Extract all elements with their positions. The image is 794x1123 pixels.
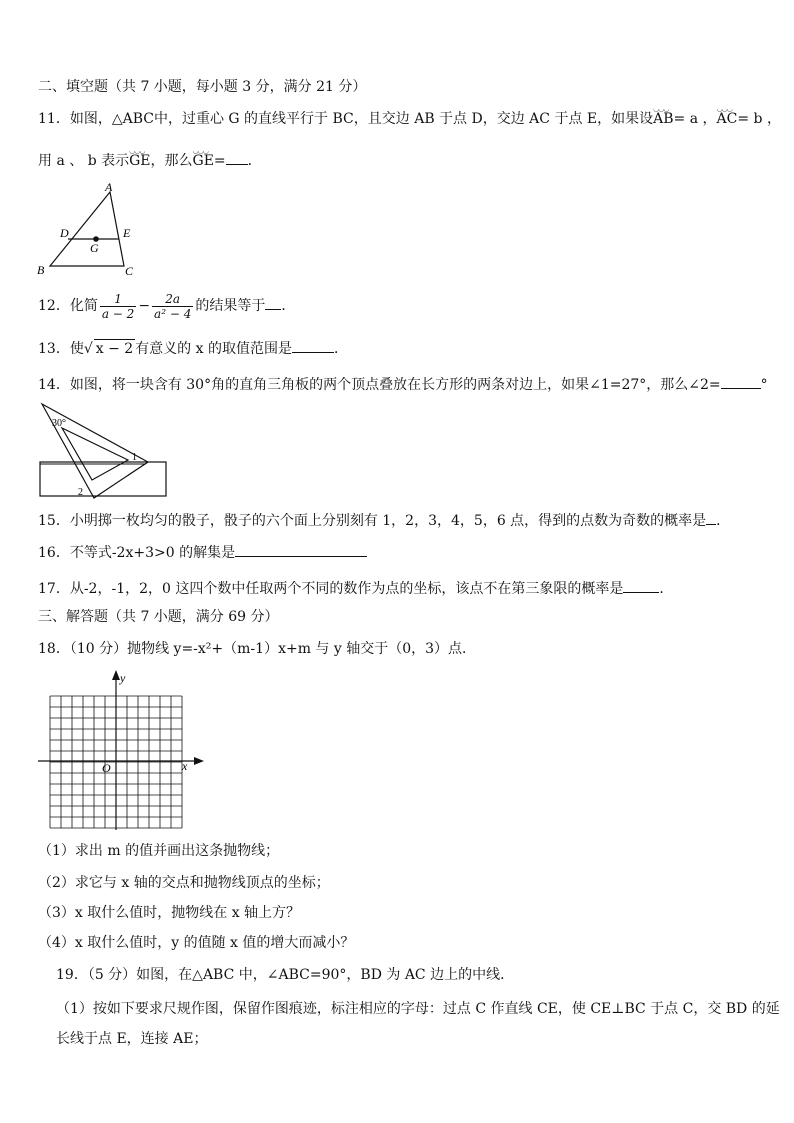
set-square-figure-14 [36, 400, 170, 500]
question-11-number: 11． [38, 111, 70, 127]
question-12: 12．化简 $\frac{1}{a - 2}$ − $\frac{2a}{\text{a² − 4}}$ 的结果等于 ． [38, 291, 296, 321]
question-18-number: 18． [38, 641, 70, 657]
question-17-text: 从-2，-1，2，0 这四个数中任取两个不同的数作为点的坐标，该点不在第三象限的概率是 [69, 581, 624, 597]
sqrt-icon: √ [83, 341, 93, 357]
answer-blank-13 [292, 338, 334, 353]
triangle-figure-11 [34, 182, 144, 278]
section-3-header: 三、解答题（共 7 小题，满分 69 分） [38, 609, 279, 625]
question-11-line-2-c: = [213, 153, 226, 169]
angle-2-label: 2 [78, 487, 83, 498]
question-12-post: 的结果等于 [195, 298, 266, 314]
question-12-pre: 化简 [69, 298, 98, 314]
question-14-text: 如图，将一块含有 30°角的直角三角板的两个顶点叠放在长方形的两条对边上，如果∠1=27°，那么∠2= [69, 377, 721, 393]
answer-blank-17 [623, 578, 659, 593]
label-c: C [125, 264, 134, 278]
question-19-sub-1-line-1: （1）按如下要求尺规作图，保留作图痕迹，标注相应的字母：过点 C 作直线 CE，使 CE⊥BC 于点 C，交 BD 的延 [56, 1001, 780, 1017]
radicand: x − 2 [95, 341, 134, 357]
question-15-number: 15． [38, 513, 70, 529]
vector-ac-equals: = b ， [737, 111, 781, 127]
question-13-number: 13． [38, 341, 70, 357]
x-axis-label: x [182, 759, 188, 773]
answer-blank-11 [226, 150, 248, 165]
question-16-number: 16． [38, 545, 70, 561]
question-13-pre: 使 [69, 341, 84, 357]
question-17-number: 17． [38, 581, 70, 597]
fraction-1 [100, 292, 136, 321]
fraction-2-denominator: a² − 4 [154, 306, 192, 321]
angle-30-label: 30° [52, 418, 66, 429]
question-15: 15．小明掷一枚均匀的骰子，骰子的六个面上分别刻有 1，2，3，4，5，6 点，得到的点数为奇数的概率是 ． [38, 510, 730, 530]
triangle-abc-label: △ABC [111, 111, 154, 127]
question-11-text-1: 如图， [69, 111, 112, 127]
question-11-text-2: 中，过重心 G 的直线平行于 BC，且交边 AB 于点 D，交边 AC 于点 E，如果设 [153, 111, 654, 127]
question-15-text: 小明掷一枚均匀的骰子，骰子的六个面上分别刻有 1，2，3，4，5，6 点，得到的点数为奇数的概率是 [69, 513, 707, 529]
vector-ab: ◡◡◡ AB [653, 110, 673, 128]
question-11-line-1 [38, 110, 781, 128]
vector-ge: ◡◡◡ GE [129, 152, 150, 170]
origin-label: O [102, 761, 111, 775]
question-18-sub-1: （1）求出 m 的值并画出这条抛物线； [38, 843, 280, 859]
question-13: 13．使√ x − 2 有意义的 x 的取值范围是 ． [38, 338, 348, 358]
question-17: 17．从-2，-1，2，0 这四个数中任取两个不同的数作为点的坐标，该点不在第三象限的概率是 ． [38, 578, 673, 598]
question-18-text: （10 分）抛物线 y=-x²+（m-1）x+m 与 y 轴交于（0，3）点． [69, 641, 477, 657]
question-18-sub-3: （3）x 取什么值时，抛物线在 x 轴上方？ [38, 905, 301, 921]
vector-ac: ◡◡◡ AC [717, 110, 738, 128]
vector-ab-equals: = a ， [673, 111, 717, 127]
answer-blank-16 [235, 542, 367, 557]
question-16 [38, 542, 367, 562]
label-d: D [60, 226, 69, 240]
question-19-sub-1-line-2: 长线于点 E，连接 AE； [56, 1031, 208, 1047]
vector-ge-2: ◡◡◡ GE [193, 152, 214, 170]
fraction-1-numerator: 1 [100, 292, 136, 307]
question-11-line-2-a: 用 a 、 b 表示 [38, 153, 130, 169]
question-19: 19．（5 分）如图，在△ABC 中，∠ABC=90°，BD 为 AC 边上的中线． [56, 967, 515, 983]
question-18-sub-2: （2）求它与 x 轴的交点和抛物线顶点的坐标； [38, 875, 330, 891]
fraction-1-denominator: a − 2 [101, 306, 135, 321]
degree-symbol: ° [760, 377, 768, 393]
answer-blank-12 [265, 295, 281, 310]
question-12-number: 12． [38, 298, 70, 314]
angle-1-label: 1 [132, 452, 137, 463]
fraction-2-numerator: 2a [152, 292, 193, 307]
label-a: A [105, 182, 113, 194]
question-18 [38, 640, 476, 658]
label-e: E [123, 226, 131, 240]
coordinate-grid-figure [36, 670, 210, 834]
label-b: B [37, 263, 45, 277]
y-axis-label: y [120, 671, 126, 685]
answer-blank-14 [721, 374, 761, 389]
minus-sign: − [138, 298, 151, 314]
question-11-line-2: 用 a 、 b 表示◡◡◡ GE，那么◡◡◡ GE= ． [38, 150, 262, 170]
question-18-sub-4: （4）x 取什么值时，y 的值随 x 值的增大而减小？ [38, 935, 355, 951]
question-14-number: 14． [38, 377, 70, 393]
question-14 [38, 374, 768, 394]
label-g: G [90, 241, 99, 255]
question-11-line-2-b: ，那么 [150, 153, 193, 169]
section-2-header: 二、填空题（共 7 小题，每小题 3 分，满分 21 分） [38, 79, 367, 95]
answer-blank-15 [706, 510, 716, 525]
fraction-2 [152, 292, 193, 321]
question-16-text: 不等式-2x+3>0 的解集是 [69, 545, 236, 561]
question-13-post: 有意义的 x 的取值范围是 [135, 341, 292, 357]
